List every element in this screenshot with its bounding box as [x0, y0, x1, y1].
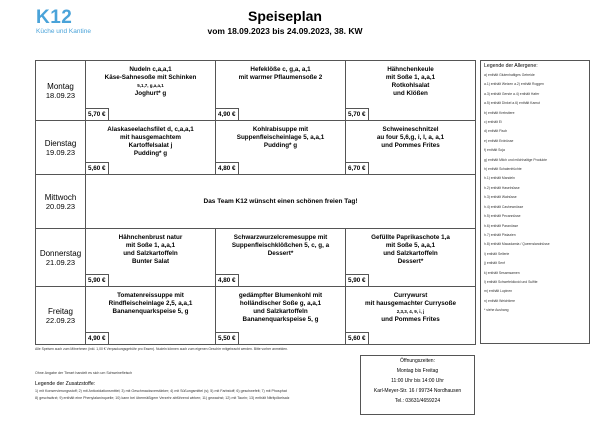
allergen-note: * siehe Aushang: [484, 308, 509, 313]
day-cell: [36, 61, 86, 121]
dish-line: Rotkohlsalat: [391, 82, 430, 89]
dish-price: 5,70 €: [88, 111, 106, 118]
dish-price: 5,70 €: [348, 111, 366, 118]
additives-heading: Legende der Zusatzstoffe:: [35, 381, 96, 387]
dish-cell: [86, 229, 216, 287]
dish-price: 4,80 €: [218, 165, 236, 172]
dish-line: Suppenfleischeinlage 5, a,a,1: [236, 134, 325, 141]
day-name: Mittwoch: [44, 192, 77, 202]
dish-line: Tomatenreissuppe mit: [117, 292, 184, 299]
dish-line: 2,3,3, 4, 9, i, j: [396, 309, 425, 314]
dish-line: gedämpfter Blumenkohl mit: [238, 292, 323, 299]
dish-cell: [86, 121, 216, 175]
dish-cell: [346, 121, 476, 175]
dish-cell: [216, 121, 346, 175]
list-item: c) enthält Ei: [484, 120, 502, 125]
list-item: a) enthält Glutenhaltiges Getreide: [484, 73, 535, 77]
hours-days: Montag bis Freitag: [396, 368, 439, 374]
dish-line: Bunter Salat: [131, 258, 170, 265]
day-name: Freitag: [48, 306, 73, 316]
hours-phone: Tel.: 03631/4659224: [394, 398, 441, 404]
dish-line: Hefeklöße c, g,a, a,1: [250, 66, 311, 73]
dish-line: Hähnchenbrust natur: [118, 234, 183, 241]
table-row-wednesday: [36, 175, 476, 229]
hours-address: Karl-Meyer-Str. 16 / 99734 Nordhausen: [373, 388, 462, 394]
dish-line: Schwarzwurzelcremesuppe mit: [233, 234, 328, 241]
dish-line: holländischer Soße g, a,a,1: [239, 300, 322, 307]
list-item: h.4) enthält Cashewnüsse: [484, 204, 524, 209]
dish-line: Suppenfleischklößchen 5, c, g, a: [231, 242, 330, 249]
day-name: Dienstag: [44, 138, 77, 148]
holiday-message: Das Team K12 wünscht einen schönen freien Tag!: [86, 175, 476, 229]
additives-line: 8) geschwärzt; 9) enthält eine Phenylalaninquelle; 10) kann bei übermäßigem Verzehr abführend wirken; 11) gewachst; 12) mit Taurin; 13) enthält Nitritpökelsalz: [35, 396, 290, 400]
dish-line: und Salzkartoffeln: [253, 308, 308, 315]
list-item: a.1) enthält Weizen a.2) enthält Roggen: [484, 82, 544, 87]
dish-line: Nudeln c,a,a,1: [129, 66, 172, 73]
dish-line: Bananenquarkspeise 5, g: [242, 316, 319, 323]
dish-price: 5,60 €: [88, 165, 106, 172]
allergen-heading: Legende der Allergene:: [484, 63, 538, 69]
hours-heading: Öffnungszeiten:: [400, 358, 435, 364]
dish-line: und Klößen: [393, 90, 428, 97]
dish-line: Dessert*: [397, 258, 424, 265]
list-item: g) enthält Milch und milchhaltige Produkte: [484, 157, 547, 162]
list-item: d) enthält Fisch: [484, 129, 508, 134]
day-name: Donnerstag: [39, 248, 82, 258]
dish-price: 5,90 €: [348, 277, 366, 284]
dish-line: Pudding* g: [133, 150, 168, 157]
list-item: h.3) enthält Walnüsse: [484, 195, 517, 200]
dish-line: Hähnchenkeule: [387, 66, 434, 73]
dish-line: 5,1,7, g,a,a,1: [137, 83, 164, 88]
allergen-list: [481, 71, 589, 306]
dish-line: und Pommes Frites: [381, 142, 440, 149]
header: [120, 8, 450, 36]
dish-line: Bananenquarkspeise 5, g: [112, 308, 189, 315]
list-item: h.8) enthält Macadamia / Queenslandnüsse: [484, 242, 550, 247]
dish-line: Rindfleischeinlage 2,5, a,a,1: [108, 300, 193, 307]
page-title: Speiseplan: [248, 8, 322, 24]
list-item: b) enthält Krebstiere: [484, 110, 515, 115]
dish-price: 5,90 €: [88, 277, 106, 284]
additives-line: 1) mit Konservierungsstoff; 2) mit Antioxidationsmittel; 3) mit Geschmacksverstärker; 4) mit Süßungsmittel (s); 5) mit Farbstoff; 6) geschwefelt; 7) mit Phosphat: [35, 389, 287, 393]
dish-price: 5,50 €: [218, 335, 236, 342]
day-date: 18.09.23: [45, 90, 76, 100]
dish-cell: [216, 287, 346, 345]
meat-disclaimer: Ohne Angabe der Tierart handelt es sich um Schweinefleisch: [35, 371, 133, 375]
dish-cell: [346, 61, 476, 121]
list-item: k) enthält Sesamsamen: [484, 270, 520, 275]
dish-price: 4,80 €: [218, 277, 236, 284]
dish-line: Käse-Sahnesoße mit Schinken: [104, 74, 197, 81]
list-item: e) enthält Erdnüsse: [484, 138, 514, 143]
day-date: 20.09.23: [45, 201, 76, 211]
dish-line: Schweineschnitzel: [382, 126, 439, 133]
dish-line: und Pommes Frites: [381, 316, 440, 323]
dish-line: mit Soße 1, a,a,1: [125, 242, 176, 249]
logo-subtitle: Küche und Kantine: [36, 28, 91, 35]
table-row-monday: [36, 61, 476, 121]
dish-line: mit hausgemachtem: [120, 134, 181, 141]
opening-hours-box: [360, 355, 475, 415]
dish-line: Kartoffelsalat j: [128, 142, 173, 149]
dish-line: und Salzkartoffeln: [383, 250, 438, 257]
dish-line: Pudding* g: [263, 142, 298, 149]
dish-line: mit warmer Pflaumensoße 2: [238, 74, 323, 81]
list-item: a.3) enthält Gerste a.4) enthält Hafer: [484, 91, 540, 96]
day-cell: [36, 229, 86, 287]
dish-price: 4,90 €: [218, 111, 236, 118]
list-item: h.2) enthält Haselnüsse: [484, 185, 520, 190]
dish-line: Gefüllte Paprikaschote 1,a: [371, 234, 450, 241]
day-name: Montag: [47, 81, 74, 91]
allergen-legend: [480, 60, 590, 344]
day-date: 19.09.23: [45, 147, 76, 157]
dish-cell: [346, 229, 476, 287]
day-cell: [36, 121, 86, 175]
dish-line: mit Soße 1, a,a,1: [385, 74, 436, 81]
list-item: j) enthält Senf: [484, 261, 505, 266]
list-item: h.5) enthält Pecannüsse: [484, 214, 521, 219]
day-date: 22.09.23: [45, 315, 76, 325]
dish-line: Joghurt* g: [134, 90, 167, 97]
list-item: i) enthält Sellerie: [484, 251, 510, 256]
list-item: l) enthält Schwefeldioxid und Sulfite: [484, 279, 538, 284]
dish-line: Currywurst: [393, 292, 428, 299]
dish-line: mit hausgemachter Currysoße: [365, 300, 456, 307]
dish-line: mit Soße 5, a,a,1: [385, 242, 436, 249]
menu-table: [35, 60, 476, 345]
list-item: h.6) enthält Paranüsse: [484, 223, 519, 228]
dish-line: Alaskaseelachsfilet d, c,a,a,1: [107, 126, 194, 133]
takeaway-footnote: Alle Speisen auch zum Mitnehmen (inkl. 1,00 € Verpackungsgebühr pro Essen). Nudeln können auch zum eigenen Geschirr mitgebracht werden. Bitte vorher anmelden.: [35, 347, 288, 351]
day-date: 21.09.23: [45, 257, 76, 267]
list-item: h.1) enthält Mandeln: [484, 176, 515, 181]
additives-info: [35, 370, 355, 402]
list-item: a.5) enthält Dinkel a.6) enthält Kamut: [484, 101, 540, 106]
dish-line: Dessert*: [267, 250, 294, 257]
list-item: f) enthält Soja: [484, 148, 505, 153]
k12-logo: [36, 8, 116, 38]
day-cell: [36, 175, 86, 229]
list-item: h) enthält Schalenfrüchte: [484, 167, 522, 172]
day-cell: [36, 287, 86, 345]
dish-price: 6,70 €: [348, 165, 366, 172]
dish-cell: [216, 229, 346, 287]
logo-brand: K12: [36, 7, 73, 28]
list-item: h.7) enthält Pistazien: [484, 232, 516, 237]
dish-line: au four 5,6,g, i, l, a, a,1: [376, 134, 445, 141]
dish-cell: [86, 287, 216, 345]
hours-time: 11:00 Uhr bis 14:00 Uhr: [391, 378, 444, 384]
dish-price: 4,90 €: [88, 335, 106, 342]
dish-line: Kohlrabisuppe mit: [252, 126, 309, 133]
dish-cell: [86, 61, 216, 121]
list-item: n) enthält Weichtiere: [484, 298, 516, 303]
table-row-thursday: [36, 229, 476, 287]
dish-cell: [346, 287, 476, 345]
dish-cell: [216, 61, 346, 121]
table-row-friday: [36, 287, 476, 345]
dish-line: und Salzkartoffeln: [123, 250, 178, 257]
list-item: m) enthält Lupinen: [484, 289, 513, 294]
table-row-tuesday: [36, 121, 476, 175]
date-range: vom 18.09.2023 bis 24.09.2023, 38. KW: [207, 26, 363, 36]
dish-price: 5,60 €: [348, 335, 366, 342]
